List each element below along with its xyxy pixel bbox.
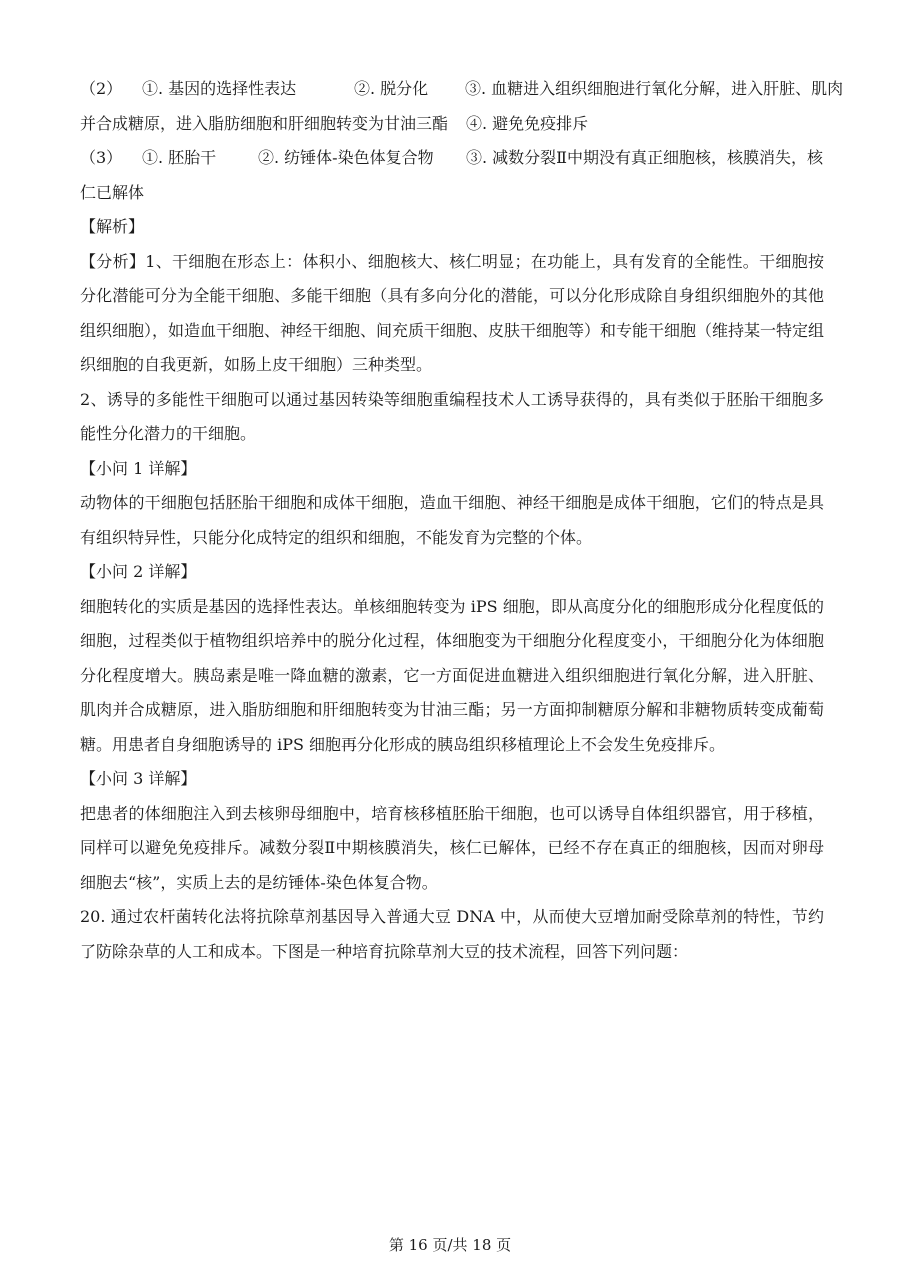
question-20-text: 20. 通过农杆菌转化法将抗除草剂基因导入普通大豆 DNA 中，从而使大豆增加耐受除草剂的特性，节约了防除杂草的人工和成本。下图是一种培育抗除草剂大豆的技术流程，回答下列问题：	[80, 907, 824, 961]
analysis-paragraph-1	[80, 245, 824, 383]
detail-1-heading: 【小问 1 详解】	[80, 458, 197, 478]
answer-q3-number: （3）	[80, 148, 123, 167]
detail-1-text: 动物体的干细胞包括胚胎干细胞和成体干细胞，造血干细胞、神经干细胞是成体干细胞，它们的特点是具有组织特异性，只能分化成特定的组织和细胞，不能发育为完整的个体。	[80, 493, 824, 547]
answer-q2-item3-part2: 并合成糖原，进入脂肪细胞和肝细胞转变为甘油三酯	[80, 113, 449, 133]
answer-q2-line1	[80, 72, 844, 107]
page-number-footer: 第 16 页/共 18 页	[388, 1236, 512, 1254]
answer-q2-item4: ④. 避免免疫排斥	[466, 113, 589, 133]
analysis-text-1: 1、干细胞在形态上：体积小、细胞核大、核仁明显；在功能上，具有发育的全能性。干细胞按分化潜能可分为全能干细胞、多能干细胞（具有多向分化的潜能，可以分化形成除自身组织细胞外的其他组织细胞），如造血干细胞、神经干细胞、间充质干细胞、皮肤干细胞等）和专能干细胞（维持某一特定组织细胞的自我更新，如肠上皮干细胞）三种类型。	[80, 251, 825, 374]
answer-q2-number: （2）	[80, 79, 123, 98]
answer-q2-item1: ①. 基因的选择性表达	[142, 79, 297, 98]
document-body	[80, 72, 844, 969]
detail-2-heading: 【小问 2 详解】	[80, 562, 197, 581]
answer-q2-line2	[80, 107, 824, 142]
answer-q2-item3-part1: ③. 血糖进入组织细胞进行氧化分解，进入肝脏、肌肉	[465, 79, 844, 98]
answer-q3-item1: ①. 胚胎干	[142, 148, 217, 167]
answer-q3-item3-part1: ③. 减数分裂Ⅱ中期没有真正细胞核，核膜消失，核	[466, 148, 824, 167]
analysis-heading: 【解析】	[80, 217, 145, 236]
answer-q2-item2: ②. 脱分化	[354, 79, 429, 98]
analysis-label: 【分析】	[80, 251, 146, 271]
detail-2-text: 细胞转化的实质是基因的选择性表达。单核细胞转变为 iPS 细胞，即从高度分化的细胞形成分化程度低的细胞，过程类似于植物组织培养中的脱分化过程，体细胞变为干细胞分化程度变小，干细胞分化为体细胞分化程度增大。胰岛素是唯一降血糖的激素，它一方面促进血糖进入组织细胞进行氧化分解，进入肝脏、肌肉并合成糖原，进入脂肪细胞和肝细胞转变为甘油三酯；另一方面抑制糖原分解和非糖物质转变成葡萄糖。用患者自身细胞诱导的 iPS 细胞再分化形成的胰岛组织移植理论上不会发生免疫排斥。	[80, 596, 824, 754]
detail-3-heading: 【小问 3 详解】	[80, 769, 197, 788]
answer-q3-line1	[80, 141, 824, 176]
analysis-paragraph-2: 2、诱导的多能性干细胞可以通过基因转染等细胞重编程技术人工诱导获得的，具有类似于胚胎干细胞多能性分化潜力的干细胞。	[80, 389, 824, 443]
answer-q3-item2: ②. 纺锤体-染色体复合物	[258, 148, 434, 167]
answer-q3-line2: 仁已解体	[80, 182, 145, 202]
detail-3-text: 把患者的体细胞注入到去核卵母细胞中，培育核移植胚胎干细胞，也可以诱导自体组织器官，用于移植，同样可以避免免疫排斥。减数分裂Ⅱ中期核膜消失，核仁已解体，已经不存在真正的细胞核，因而对卵母细胞去“核”，实质上去的是纺锤体-染色体复合物。	[80, 803, 824, 892]
